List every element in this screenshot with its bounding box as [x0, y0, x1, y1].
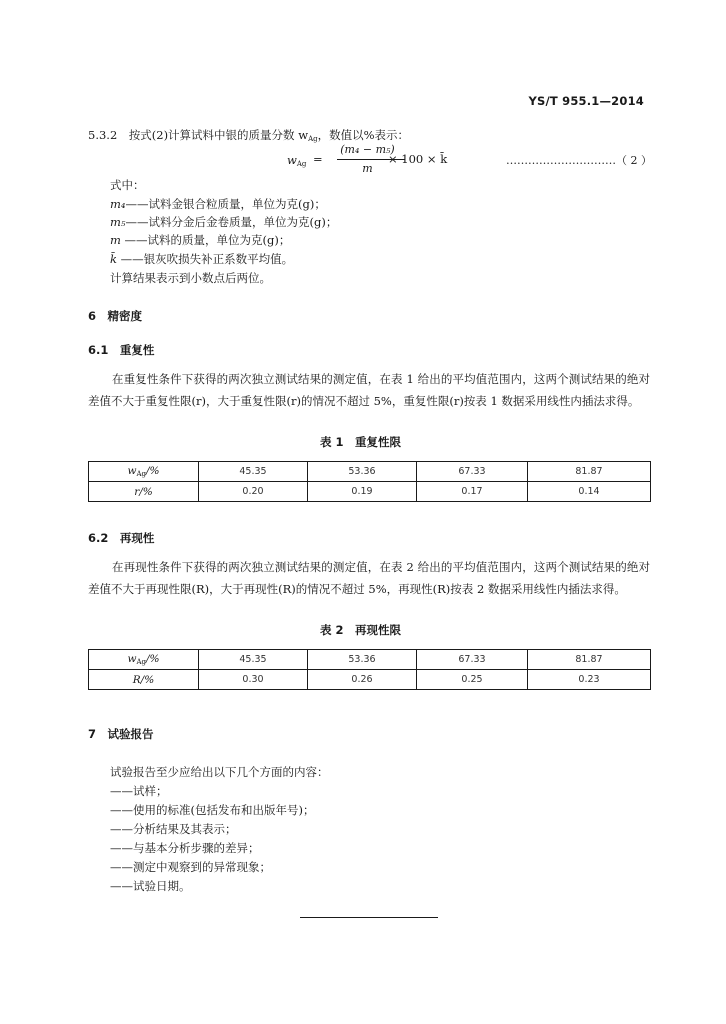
formula-denominator: m [362, 162, 373, 175]
formula-lhs: $w_{Ag}$ [287, 153, 307, 168]
formula-tail: × 100 × k̄ [388, 152, 448, 166]
table-2-row1-label: $w_{Ag}/\%$ [89, 650, 199, 670]
table-cell: 0.19 [308, 482, 417, 502]
table-cell: 0.26 [308, 670, 417, 690]
list-item: ——测定中观察到的异常现象； [110, 860, 271, 874]
table-cell: 0.25 [417, 670, 528, 690]
table-row [89, 650, 651, 670]
formula-number: …………………………（ 2 ） [506, 154, 652, 167]
table-cell: 53.36 [308, 650, 417, 670]
clause-5-3-2: 5.3.2 按式(2)计算试料中银的质量分数 $w_{Ag}$，数值以%表示： [88, 128, 410, 143]
clause-5-3-2-text: 5.3.2 按式(2)计算试料中银的质量分数 w [88, 128, 309, 142]
list-item: ——分析结果及其表示； [110, 822, 237, 836]
table-cell: 0.20 [199, 482, 308, 502]
section-6-2-paragraph: 在再现性条件下获得的两次独立测试结果的测定值，在表 2 给出的平均值范围内，这两个测试结果的绝对差值不大于再现性限(R)，大于再现性(R)的情况不超过 5%，再现性(R)按表 2 数据采用线性内插法求得。 [88, 560, 650, 596]
list-item: ——试验日期。 [110, 879, 191, 893]
section-7-heading: 7 试验报告 [88, 727, 154, 741]
table-cell: 0.14 [528, 482, 651, 502]
list-item: ——与基本分析步骤的差异； [110, 841, 260, 855]
table-row [89, 482, 651, 502]
def-k: k̄ ——银灰吹损失补正系数平均值。 [110, 252, 294, 266]
table-cell: 45.35 [199, 650, 308, 670]
def-m: m ——试料的质量，单位为克(g)； [110, 233, 291, 247]
table-cell: 81.87 [528, 650, 651, 670]
table-row [89, 670, 651, 690]
list-item: ——使用的标准(包括发布和出版年号)； [110, 803, 315, 817]
table-1-row1-label: $w_{Ag}/\%$ [89, 462, 199, 482]
table-cell: 67.33 [417, 650, 528, 670]
table-cell: 0.17 [417, 482, 528, 502]
table-cell: 0.30 [199, 670, 308, 690]
table-row [89, 462, 651, 482]
table-cell: 81.87 [528, 462, 651, 482]
section-7-intro: 试验报告至少应给出以下几个方面的内容： [110, 765, 329, 779]
table-1-title: 表 1 重复性限 [320, 435, 402, 449]
section-6-heading: 6 精密度 [88, 309, 143, 323]
table-2-title: 表 2 再现性限 [320, 623, 402, 637]
def-m4: m₄——试料金银合粒质量，单位为克(g)； [110, 197, 326, 211]
table-cell: 45.35 [199, 462, 308, 482]
formula-numerator: (m₄ − m₅) [340, 143, 395, 156]
formula-equals: = [313, 152, 323, 166]
end-rule [300, 917, 438, 918]
def-m5: m₅——试料分金后金卷质量，单位为克(g)； [110, 215, 338, 229]
table-1-row2-label: r/% [89, 482, 199, 502]
section-6-1-paragraph: 在重复性条件下获得的两次独立测试结果的测定值，在表 1 给出的平均值范围内，这两个测试结果的绝对差值不大于重复性限(r)，大于重复性限(r)的情况不超过 5%，重复性限(r)按表 1 数据采用线性内插法求得。 [88, 372, 650, 408]
where-label: 式中： [110, 178, 145, 192]
table-cell: 53.36 [308, 462, 417, 482]
table-2-row2-label: R/% [89, 670, 199, 690]
standard-number: YS/T 955.1—2014 [528, 94, 644, 108]
section-6-1-heading: 6.1 重复性 [88, 343, 155, 357]
table-cell: 0.23 [528, 670, 651, 690]
result-note: 计算结果表示到小数点后两位。 [110, 271, 271, 285]
table-2 [88, 649, 651, 690]
list-item: ——试样； [110, 784, 168, 798]
table-1 [88, 461, 651, 502]
section-6-2-heading: 6.2 再现性 [88, 531, 155, 545]
table-cell: 67.33 [417, 462, 528, 482]
